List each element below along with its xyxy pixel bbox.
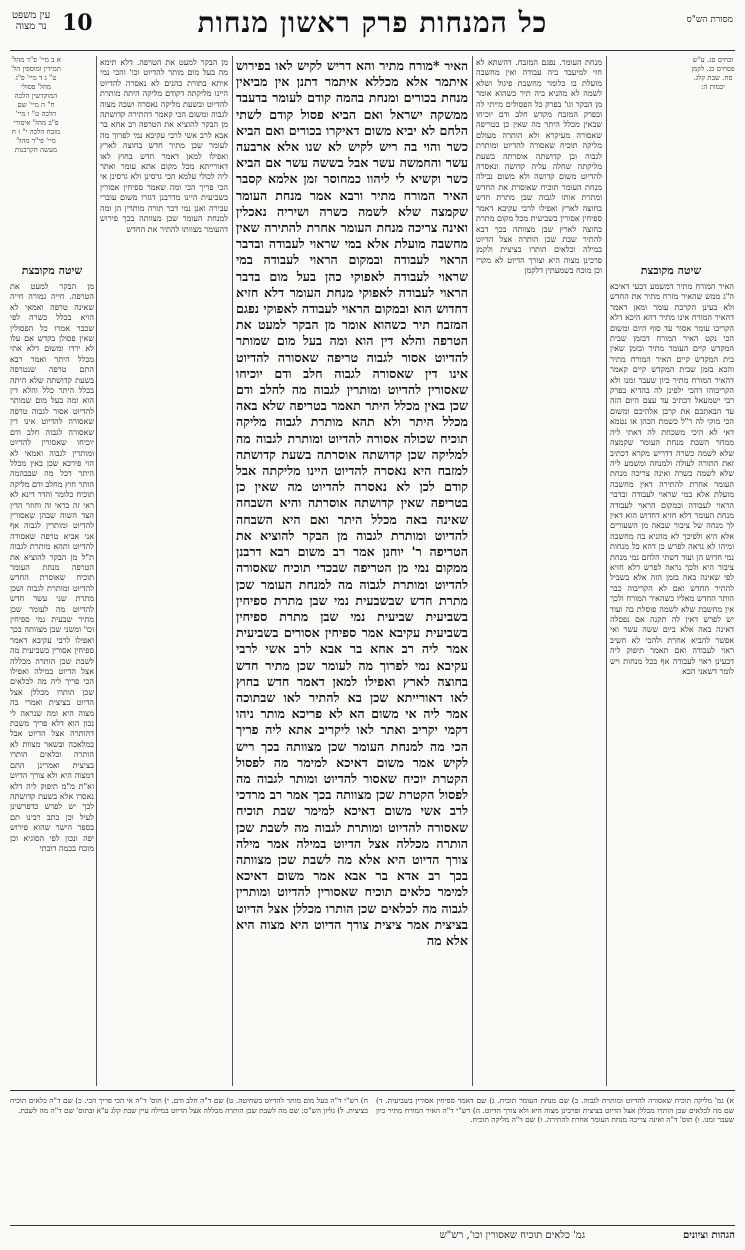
tosafot-commentary: מן הבקר למעט את הטרפה. דלא תימא מה בעל מום מותר להדיוט וכו' והכי נמי איתא בתורת כהנים לא נאסרה להדיוט היינו מליקתה דקודם מליקה היתה מותרת להדיוט ובשעת מליקה נאסרה ושבה מצוה לגבוה ומשום הכי קאמר דהתירה קדושתה מן הבקר להוציא את הטרפה רב אחא בר אבא לרב אשי לרבי עקיבא נמי לפרוך מה לעומר שכן מתיר חדש בחוצה לארץ ואפילו למאן דאמר חדש בחוץ לאו דאורייתא מכל מקום אתא עומר ואתר ליה לכולי עלמא הכי גרסינן ולא גרסינן אי הכי פריך הכי ומה שאמר ספיחין אסורין בשביעית היינו מדרבנן דגזרו משום עוברי עבירה ואנן נמי דבר תורה מותרין הן ומה למנחת העומר שכן מצוותה בכך פירוש דהעומר מצוותו להתיר את החדש xyxy=(100,58,228,234)
right-column-text: האיר המורח מתיר דמשמע דבעי דאיכא ה"ג ממש שהאיר מזרח מתיר את החדש ולא בעינן הקרבת עומר ומאן דאמר דהאיר המורח אינו מתיר דהא היכא דלא הקריבו עומר אסור עד סוף היום ומשום הכי נקט האיר המורח דבזמן שבית המקדש קיים העומר מתיר ובזמן שאין בית המקדש קיים האיר המורח מתיר והכא בזמן שבית המקדש קיים קאמר דהאיר המורח מתיר כיון שעבר זמנו ולא הקריבוהו דהכי ילפינן לה בהדיא בפרק רבי ישמעאל דכתיב עד עצם היום הזה עד הבאתכם את קרבן אלהיכם ומשום הכי מוקי לה ר"ל כשמת הכהן או נטמא דאי לא היכי משכחת לה דאתי ליה ממחר השבת מנחת העומר שקמצה שלא לשמה כשרה דדריש מקרא דכתיב זאת התורה לעולה ולמנחה ומשמע ליה שלא לשמה כשרה ואינה צריכה מנחת העומר אחרת להתירה דאין מחשבה מועלת אלא במי שראוי לעבודה ובדבר הראוי לעבודה ובמקום הראוי לעבודה מנחת העומר דלא חזיא דחדוש הוא דאין לך מנחה של ציבור שבאה מן השעורים אלא היא ולפיכך לא מהניא בה מחשבה ומיהו לא נראה לפרש כן דהא כל מנחות נמי חדוש הן ועוד דשתי הלחם נמי מנחת ציבור היא ולכך נראה לפרש דלא חזיא לפי שאינה באה בזמן הזה אלא בשביל להתיר החדש ואם לא הקריבוה כבר הותר החדש מאליו כשהאיר המורח ולכך אין מחשבת שלא לשמה פוסלת בה ועוד יש לפרש דאין לה תקנה אם נפסלה דאינה באה אלא ביום ששה עשר ואי אפשר להביא אחרת ולהכי לא חשיב ראוי לעבודה ואם תאמר תיפוק ליה דבעינן ראוי לעבודה אף בכל מנחות ויש לומר דשאני הכא xyxy=(610,282,734,677)
footnote-divider xyxy=(10,1090,735,1091)
page-title: כל המנחות פרק ראשון מנחות xyxy=(197,6,548,39)
margin-notes-right: זבחים סג. ע"ש פסחים כג. לקמן סח. שבת קלג. יבמות ה: xyxy=(691,56,735,91)
gemara-lead-word: האיר xyxy=(444,59,468,73)
bottom-divider xyxy=(10,1225,735,1226)
bottom-note: גמ' כלאים תוכיח שאסורין וכו', רש"ש xyxy=(439,1230,585,1241)
column-divider-2 xyxy=(472,56,473,1086)
page-header xyxy=(10,6,735,50)
column-divider-4 xyxy=(96,56,97,1086)
gemara-body: *מורח מתיר והא דריש לקיש לאו בפירוש איתמר אלא מכללא איתמר דתנן אין מביאין מנחת בכורים ומנחת בהמה קודם לעומר בדעבד ממשקה ישראל ואם הביא פסול קודם לשתי הלחם לא יביא משום דאיקרו בכורים ואם הביא כשר והוי בה ריש לקיש לא שנו אלא ארבעה עשר והחמשה עשר אבל בששה עשר אם הביא כשר וקשיא לי ליהוו כמחוסר זמן אלמא קסבר האיר המורח מתיר ורבא אמר מנחת העומר שקמצה שלא לשמה כשרה ושיריה נאכלין ואינה צריכה מנחת העומר אחרת להתירה שאין מחשבה מועלת אלא במי שראוי לעבודה ובדבר הראוי לעבודה ובמקום הראוי לעבודה במי שראוי לעבודה לאפוקי כהן בעל מום בדבר הראוי לעבודה לאפוקי מנחת העומר דלא חזיא דחדוש הוא ובמקום הראוי לעבודה לאפוקי נפגם המזבח תיר כשהוא אומר מן הבקר למעט את הטרפה והלא דין הוא ומה בעל מום שמותר להדיוט אסור לגבוה טריפה שאסורה להדיוט אינו דין שאסורה לגבוה חלב ודם יוכיחו שאסורין להדיוט ומותרין לגבוה מה להלב ודם שכן באין מכלל היתר תאמר בטריפה שלא באה מכלל היתר ולא תהא מותרת לגבוה מליקה תוכיח שכולה אסורה להדיוט ומותרת לגבוה מה למליקה שכן קדושתה אוסרתה בשעת קדושתה למזבח היא נאסרה להדיוט היינו מליקתה אבל קודם לכן לא נאסרה להדיוט מה שאין כן בטריפה שאין קדושתה אוסרתה והיא השבחה שאינה באה מכלל היתר ואם היא השבחה להדיוט ומותרת לגבוה מן הבקר להוציא את הטריפה ר' יוחנן אמר רב משום רבא דרבנן ממקום נמי מן הטריפה שבכדי תוכיח שאסורה להדיוט ומותרת לגבוה מה למנחת העומר שכן מתרת חדש שבשבעית נמי שבן מתרת ספיחין בשביעית שביעית נמי שבן מתרת ספיחין בשביעית עקיבא אמר ספיחין אסורים בשביעית אמר ליה רב אחא בר אבא לרב אשי לרבי עקיבא נמי לפרוך מה לעומר שכן מתיר חדש בחוצה לארץ ואפילו למאן דאמר חדש בחוץ לאו דאורייתא שכן בא להתיר לאו שבתוכה אמר ליה אי משום הא לא פריכא מותר ניהו דקמי יקריב ואתר לאו ליקריב אתא ליה פריך הכי מה למנחת העומר שכן מצוותה בכך ריש לקיש אמר משום דאיכא למימר מה לפסול הקטרת יוכיח שאסור להדיוט ומותר לגבוה מה לפסול הקטרת שכן מצוותה בכך אמר רב מרדכי לרב אשי משום דאיכא למימר שבת תוכיח שאסורה להדיוט ומותרת לגבוה מה לשבת שכן הותרה מכללה אצל הדיוט במילה אמר מילה צורך הדיוט היא אלא מה לשבת שכן מצוותה בכך רב אדא בר אבא אמר משום דאיכא למימר כלאים תוכיח שאסורין להדיוט ומותרין לגבוה מה לכלאים שכן הותרו מכללן אצל הדיוט בציצית אמר ציצית צורך הדיוט היא מצוה היא אלא מה xyxy=(236,58,468,948)
ein-mishpat-label: עין משפט נר מצוה xyxy=(12,10,51,32)
footnotes-left: ח) רש"י ד"ה בעל מום מותר להדיוט בשחיטה. ט) שם ד"ה חלב ודם. י) תוס' ד"ה אי הכי פריך הכי. כ) שם ד"ה כלאים תוכיח בציצית. ל) גליון הש"ס: שם מה לשבת שכן הותרה מכללה אצל הדיוט במילה עיין שבת קלג ע"א ובתוס' שם ד"ה מה לשבת. xyxy=(10,1096,368,1115)
hagahot-label: הגהות וציונים xyxy=(682,1230,735,1241)
column-divider-3 xyxy=(232,56,233,1086)
column-divider-1 xyxy=(606,56,607,1086)
bottom-bar xyxy=(10,1228,735,1244)
margin-notes-left: א ב מיי' פ"ד מהל' תמידין ומוספין הל' ט" ג ד מיי' פ"ג מהל' פסולי המוקדשין הלכה ח" ה מיי' שם הלכה ט" ו מיי' פ"ב מהל' איסורי מזבח הלכה י" ז ח מיי' פי"ד מהל' מעשה הקרבנות xyxy=(11,56,61,154)
header-divider xyxy=(10,50,735,51)
page-number: 10 xyxy=(62,10,93,36)
left-column-text: מן הבקר למעט את הטרפה. חייה גמורה חייה שאינה טרפה ואמאי לא הויא בכלל כשרה לפי שכבר אמרו כל הפסולין שאין פסולן בקדש אם עלו לא ירדו ומשום דלא אתי מכלל היתר ואמר רבא התם טרפה שנטרפה בשעת קדושתה שלא היתה בכלל היתר כלל והלא דין הוא ומה בעל מום שמותר להדיוט אסור לגבוה טרפה שאסורה להדיוט אינו דין שאסורה לגבוה חלב ודם יוכיחו שאסורין להדיוט ומותרין לגבוה ואמאי לא הוי פירכא שכן באין מכלל היתר דכל מה שבבהמה הותר חוץ מחלב ודם מליקה תוכיח כלומר והדר דינא לא ראי זה כראי זה וחוזר הדין הצד השוה שבהן שאסורין להדיוט ומותרין לגבוה אף אני אביא טרפה שאסורה להדיוט ותהא מותרת לגבוה ת"ל מן הבקר להוציא את הטרפה מנחת העומר תוכיח שאוסרת החדש להדיוט ומותרת לגבוה ושכן מתרת שני עשר חדש להדיוט מה לעומר שכן מתיר שבעית נמי ספיחין וכו' ומשני שבן מצוותה בכך ואפילו לרבי עקיבא דאמר ספיחין אסורין בשביעית מה לשבת שכן הותרה מכללה אצל הדיוט במילה ואפילו הכי פריך ליה מה לכלאים שכן הותרו מכללן אצל הדיוט בציצית ואמרי בה מצוה היא ומה שנראה לי נכון הוא דלא פריך משבת דהותרה אצל הדיוט אבל במלאכה ובשאר מצוות לא הותרה וכלאים הותרו בציצית ואמרינן התם דמצוה היא ולא צורך הדיוט וא"ת מ"מ תיפוק ליה דלא נאסרו אלא בשעת קדושתה לכך יש לפרש כדפרשינן לעיל וכן כתב רבינו תם בספר הישר שהוא פירוש יפה ונכון לפי הסוגיא וכן מוכח בכמה דוכתי xyxy=(10,282,94,853)
rashi-commentary: מנחת העומר. נפגם המזבח. דהשתא לא חזי למיעבד ביה עבודה ואין מחשבה מועלת בו כלומר מחשבת פיגול ושלא לשמה לא מהניא ביה תיר כשהוא אומר מן הבקר וגו' בפרק כל הפסולים מייתי לה ובפרק המזבח מקדש חלב ודם יוכיחו שבאין מכלל היתר מה שאין כן בטריפה שאסורה מעיקרא ולא הותרה מעולם מליקה תוכיח שאסורה להדיוט ומותרת לגבוה וכן קדושתה אוסרתה בשעת מליקתה שחלה עליה קדושה ונאסרה להדיוט משום קדושה ולא משום נבילה מנחת העומר תוכיח שאוסרת את החדש ומתרת אותו לגבוה שבן מתרת חדש בחוצה לארץ ואפילו לרבי עקיבא דאמר ספיחין אסורין בשביעית מכל מקום מתרת בחוצה לארץ שבן מצוותה בכך דבא להתיר שבת שכן הותרה אצל הדיוט במילה וכלאים הותרו בציצית ולקמן פרכינן מצוה היא וצורך הדיוט לא מקרי וכן מוכח בשמעתין דלקמן xyxy=(476,58,602,276)
right-column-heading: שיטה מקובצת xyxy=(640,264,702,277)
left-column-heading: שיטה מקובצת xyxy=(21,264,83,277)
masoret-hashas-label: מסורת הש"ס xyxy=(686,15,733,25)
footnotes-right: א) גמ' מליקה תוכיח שאסורה להדיוט ומותרת לגבוה. ב) שם מנחת העומר תוכיח. ג) שם דאמר ספיחין אסורין בשביעית. ד) שם מה לכלאים שכן הותרו מכללן אצל הדיוט בציצית ופרכינן מצוה היא ולא צורך הדיוט. ה) רש"י ד"ה האיר המורח מתיר כיון שעבר זמנו. ו) תוס' ד"ה ואינה צריכה מנחת העומר אחרת להתירה. ז) שם ד"ה מליקה תוכיח. xyxy=(376,1096,734,1125)
gemara-text xyxy=(236,58,468,1082)
